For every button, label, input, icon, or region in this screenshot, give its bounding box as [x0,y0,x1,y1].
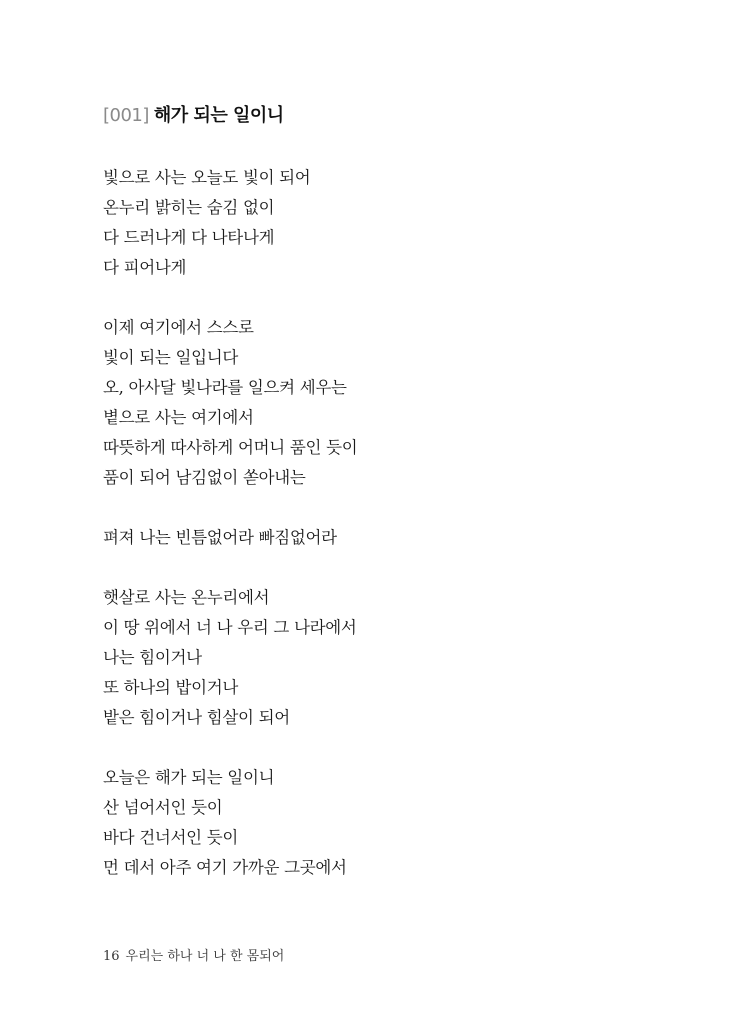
poem-line: 또 하나의 밥이거나 [103,678,239,697]
poem-line: 이제 여기에서 스스로 [103,318,254,337]
stanza [103,583,663,733]
poem-line: 다 드러나게 다 나타나게 [103,228,275,247]
poem-line: 빛이 되는 일입니다 [103,348,239,367]
poem-line: 다 피어나게 [103,258,187,277]
stanza [103,523,663,553]
book-title: 우리는 하나 너 나 한 몸되어 [125,949,285,964]
poem-heading [103,104,284,128]
poem-line: 품이 되어 남김없이 쏟아내는 [103,468,306,487]
poem-line: 펴져 나는 빈틈없어라 빠짐없어라 [103,528,337,547]
poem-line: 따뜻하게 따사하게 어머니 품인 듯이 [103,438,358,457]
poem-line: 빛으로 사는 오늘도 빛이 되어 [103,168,311,187]
stanza [103,163,663,283]
poem-line: 볕으로 사는 여기에서 [103,408,254,427]
poem-title: 해가 되는 일이니 [153,105,284,126]
stanza [103,763,663,883]
poem-line: 온누리 밝히는 숨김 없이 [103,198,275,217]
stanza [103,313,663,493]
poem-line: 오, 아사달 빛나라를 일으켜 세우는 [103,378,347,397]
poem-body [103,163,663,913]
poem-line: 바다 건너서인 듯이 [103,828,239,847]
poem-line: 이 땅 위에서 너 나 우리 그 나라에서 [103,618,357,637]
poem-line: 밭은 힘이거나 힘살이 되어 [103,708,290,727]
poem-line: 오늘은 해가 되는 일이니 [103,768,275,787]
poem-number: [001] [103,105,149,126]
page-footer [103,948,284,966]
poem-line: 산 넘어서인 듯이 [103,798,223,817]
poem-line: 나는 힘이거나 [103,648,202,667]
page-number: 16 [103,949,120,964]
poem-line: 먼 데서 아주 여기 가까운 그곳에서 [103,858,347,877]
poem-line: 햇살로 사는 온누리에서 [103,588,270,607]
